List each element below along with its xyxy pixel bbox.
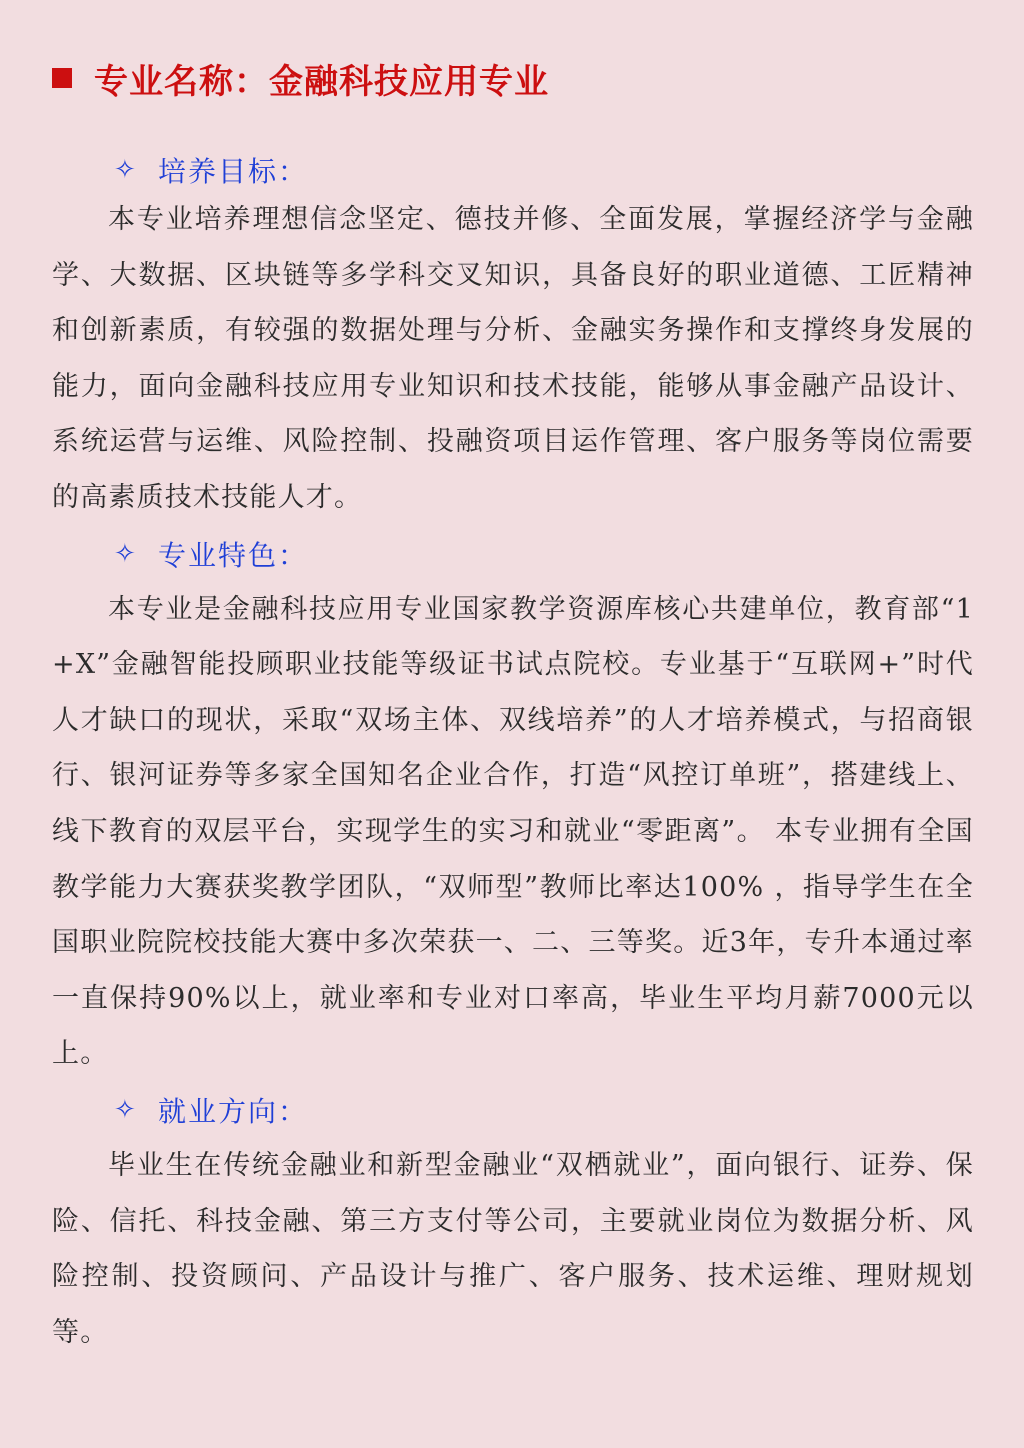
major-title-row [52, 52, 974, 104]
section-heading: 就业方向： [158, 1094, 309, 1128]
section-paragraph: 本专业培养理想信念坚定、德技并修、全面发展，掌握经济学与金融学、大数据、区块链等多学科交叉知识，具备良好的职业道德、工匠精神和创新素质，有较强的数据处理与分析、金融实务操作和支撑终身发展的能力，面向金融科技应用专业知识和技术技能，能够从事金融产品设计、系统运营与运维、风险控制、投融资项目运作管理、客户服务等岗位需要的高素质技术技能人才。 [52, 204, 974, 513]
section-paragraph: 本专业是金融科技应用专业国家教学资源库核心共建单位，教育部“1+X”金融智能投顾职业技能等级证书试点院校。专业基于“互联网+”时代人才缺口的现状，采取“双场主体、双线培养”的人才培养模式，与招商银行、银河证券等多家全国知名企业合作，打造“风控订单班”，搭建线上、线下教育的双层平台，实现学生的实习和就业“零距离”。 本专业拥有全国教学能力大赛获奖教学团队，“双师型”教师比率达100% ，指导学生在全国职业院院校技能大赛中多次荣获一、二、三等奖。近3年，专升本通过率一直保持90%以上，就业率和专业对口率高，毕业生平均月薪7000元以上。 [52, 593, 974, 1070]
red-square-bullet-icon [52, 68, 72, 88]
section-paragraph: 毕业生在传统金融业和新型金融业“双栖就业”，面向银行、证券、保险、信托、科技金融、第三方支付等公司，主要就业岗位为数据分析、风险控制、投资顾问、产品设计与推广、客户服务、技术运维、理财规划等。 [52, 1149, 974, 1348]
diamond-outline-icon: ✧ [114, 155, 136, 185]
document-page [52, 52, 974, 1360]
diamond-outline-icon: ✧ [114, 1094, 136, 1125]
section-heading-row [52, 526, 974, 582]
section-features [52, 526, 974, 1082]
diamond-outline-icon: ✧ [114, 538, 136, 569]
section-heading: 专业特色： [158, 538, 309, 572]
section-training-goal [52, 148, 974, 526]
section-heading: 培养目标： [158, 155, 309, 188]
section-employment [52, 1082, 974, 1360]
section-heading-row [52, 148, 974, 192]
section-heading-row [52, 1082, 974, 1138]
major-title: 专业名称：金融科技应用专业 [94, 61, 549, 102]
